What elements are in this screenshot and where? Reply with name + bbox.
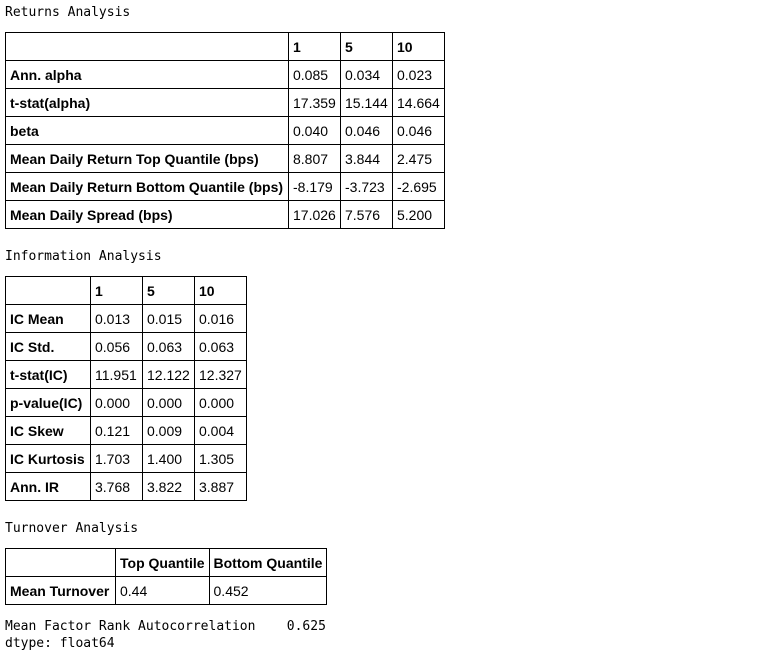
value-cell: 12.122 — [143, 361, 195, 389]
corner-header-cell — [6, 549, 116, 577]
table-row — [6, 577, 327, 605]
value-cell: 1.305 — [195, 445, 247, 473]
row-label-cell: p-value(IC) — [6, 389, 91, 417]
value-cell: 0.000 — [143, 389, 195, 417]
value-cell: -2.695 — [393, 173, 445, 201]
value-cell: 11.951 — [91, 361, 143, 389]
table-row — [6, 173, 445, 201]
row-label-cell: t-stat(IC) — [6, 361, 91, 389]
header-row — [6, 33, 445, 61]
table-row — [6, 117, 445, 145]
value-cell: 2.475 — [393, 145, 445, 173]
table-row — [6, 333, 247, 361]
table-row — [6, 61, 445, 89]
row-label-cell: IC Std. — [6, 333, 91, 361]
value-cell: 8.807 — [289, 145, 341, 173]
table-row — [6, 361, 247, 389]
value-cell: 7.576 — [341, 201, 393, 229]
table-row — [6, 445, 247, 473]
column-header-cell: Bottom Quantile — [209, 549, 327, 577]
header-row — [6, 277, 247, 305]
row-label-cell: Ann. alpha — [6, 61, 289, 89]
autocorrelation-line: Mean Factor Rank Autocorrelation 0.625 — [5, 619, 326, 634]
value-cell: 3.844 — [341, 145, 393, 173]
table-row — [6, 201, 445, 229]
row-label-cell: IC Kurtosis — [6, 445, 91, 473]
value-cell: 17.359 — [289, 89, 341, 117]
value-cell: 0.121 — [91, 417, 143, 445]
value-cell: 3.822 — [143, 473, 195, 501]
column-header-cell: 10 — [393, 33, 445, 61]
value-cell: 17.026 — [289, 201, 341, 229]
value-cell: 0.013 — [91, 305, 143, 333]
row-label-cell: Mean Daily Return Bottom Quantile (bps) — [6, 173, 289, 201]
value-cell: 0.016 — [195, 305, 247, 333]
table-row — [6, 145, 445, 173]
turnover-analysis-table — [5, 548, 327, 605]
value-cell: 0.063 — [143, 333, 195, 361]
column-header-cell: 10 — [195, 277, 247, 305]
value-cell: 1.703 — [91, 445, 143, 473]
value-cell: 3.887 — [195, 473, 247, 501]
table-row — [6, 389, 247, 417]
table-row — [6, 473, 247, 501]
returns-analysis-title: Returns Analysis — [5, 5, 131, 20]
row-label-cell: IC Mean — [6, 305, 91, 333]
value-cell: 0.085 — [289, 61, 341, 89]
value-cell: 0.009 — [143, 417, 195, 445]
corner-header-cell — [6, 277, 91, 305]
dtype-line: dtype: float64 — [5, 636, 115, 651]
row-label-cell: IC Skew — [6, 417, 91, 445]
header-row — [6, 549, 327, 577]
row-label-cell: t-stat(alpha) — [6, 89, 289, 117]
table-row — [6, 89, 445, 117]
returns-analysis-table — [5, 32, 445, 229]
value-cell: 0.046 — [393, 117, 445, 145]
value-cell: 0.000 — [195, 389, 247, 417]
row-label-cell: Mean Turnover — [6, 577, 116, 605]
value-cell: 0.063 — [195, 333, 247, 361]
value-cell: 3.768 — [91, 473, 143, 501]
table-row — [6, 417, 247, 445]
value-cell: 15.144 — [341, 89, 393, 117]
column-header-cell: 5 — [143, 277, 195, 305]
column-header-cell: 5 — [341, 33, 393, 61]
value-cell: 0.056 — [91, 333, 143, 361]
column-header-cell: 1 — [289, 33, 341, 61]
turnover-analysis-title: Turnover Analysis — [5, 521, 139, 536]
value-cell: 0.004 — [195, 417, 247, 445]
information-analysis-table — [5, 276, 247, 501]
row-label-cell: Mean Daily Return Top Quantile (bps) — [6, 145, 289, 173]
value-cell: 0.023 — [393, 61, 445, 89]
value-cell: -3.723 — [341, 173, 393, 201]
value-cell: 0.040 — [289, 117, 341, 145]
information-analysis-title: Information Analysis — [5, 249, 162, 264]
value-cell: 12.327 — [195, 361, 247, 389]
row-label-cell: beta — [6, 117, 289, 145]
column-header-cell: Top Quantile — [116, 549, 210, 577]
row-label-cell: Ann. IR — [6, 473, 91, 501]
value-cell: 14.664 — [393, 89, 445, 117]
value-cell: 0.046 — [341, 117, 393, 145]
column-header-cell: 1 — [91, 277, 143, 305]
value-cell: 0.452 — [209, 577, 327, 605]
value-cell: 0.015 — [143, 305, 195, 333]
value-cell: 5.200 — [393, 201, 445, 229]
value-cell: 0.000 — [91, 389, 143, 417]
table-row — [6, 305, 247, 333]
corner-header-cell — [6, 33, 289, 61]
value-cell: 0.44 — [116, 577, 210, 605]
value-cell: -8.179 — [289, 173, 341, 201]
value-cell: 0.034 — [341, 61, 393, 89]
row-label-cell: Mean Daily Spread (bps) — [6, 201, 289, 229]
value-cell: 1.400 — [143, 445, 195, 473]
